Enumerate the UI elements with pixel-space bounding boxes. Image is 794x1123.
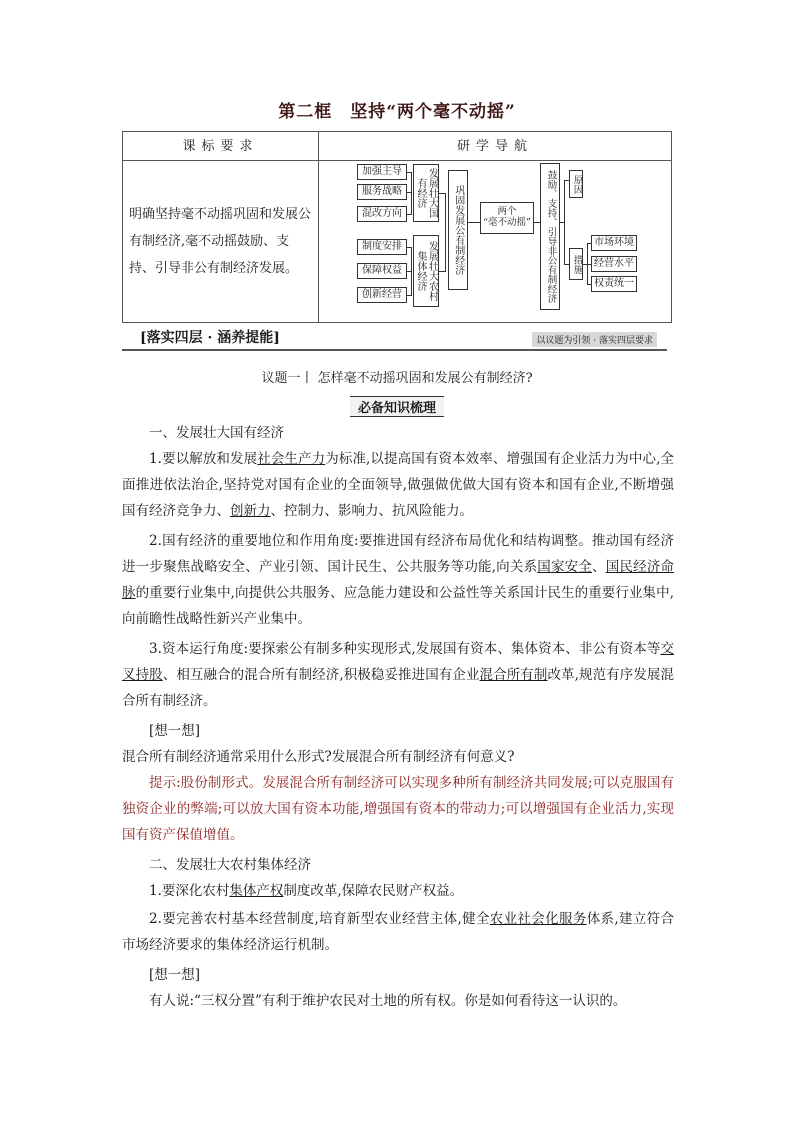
diagram-box-g1-label: 发展壮大国有经济 bbox=[413, 164, 439, 222]
diagram-box-g2-2: 保障权益 bbox=[357, 263, 407, 279]
section-subtitle: 以议题为引领 · 落实四层要求 bbox=[532, 332, 657, 347]
diagram-box-g2-3: 创新经营 bbox=[357, 287, 407, 303]
think-label-2: [想一想] bbox=[149, 967, 201, 983]
header-study-navigation: 研学导航 bbox=[319, 132, 671, 161]
hint-label: 提示: bbox=[149, 775, 181, 791]
heading-1: 一、发展壮大国有经济 bbox=[149, 425, 284, 441]
underline-socialized-service: 农业社会化服务 bbox=[489, 911, 587, 927]
diagram-box-g2-label: 发展壮大农村集体经济 bbox=[413, 235, 439, 307]
paragraph-3: 3.资本运行角度:要探索公有制多种实现形式,发展国有资本、集体资本、非公有资本等交叉持股、相互融合的混合所有制经济,积极稳妥推进国有企业混合所有制改革,规范有序发展混合所有制经济。 bbox=[122, 641, 675, 709]
knowledge-banner bbox=[0, 396, 794, 417]
paragraph-4: 1.要深化农村集体产权制度改革,保障农民财产权益。 bbox=[149, 883, 464, 899]
diagram-box-non-public-economy: 鼓励、支持、引导非公有制经济 bbox=[540, 163, 560, 310]
diagram-box-reason: 原因 bbox=[569, 170, 583, 198]
diagram-box-public-economy: 巩固发展公有制经济 bbox=[448, 170, 468, 290]
question-1: 混合所有制经济通常采用什么形式?发展混合所有制经济有何意义? bbox=[122, 749, 515, 765]
curriculum-requirements-text: 明确坚持毫不动摇巩固和发展公有制经济,毫不动摇鼓励、支持、引导非公有制经济发展。 bbox=[123, 161, 319, 322]
page-title bbox=[0, 97, 794, 122]
underline-mixed-ownership: 混合所有制 bbox=[479, 667, 548, 683]
center-line-1: 两个 bbox=[497, 206, 517, 218]
header-curriculum-requirements: 课标要求 bbox=[123, 132, 319, 161]
diagram-box-g1-3: 混改方向 bbox=[357, 206, 407, 222]
diagram-box-measure: 措施 bbox=[569, 248, 583, 280]
diagram-box-measure-1: 市场环境 bbox=[591, 235, 637, 251]
section-bar bbox=[122, 327, 667, 351]
underline-national-security: 国家安全 bbox=[537, 559, 593, 575]
underline-cross-holding: 交叉持股 bbox=[122, 641, 674, 683]
diagram-box-g1-1: 加强主导 bbox=[357, 164, 407, 180]
underline-collective-property: 集体产权 bbox=[229, 883, 284, 899]
paragraph-1: 1.要以解放和发展社会生产力为标准,以提高国有资本效率、增强国有企业活力为中心,全面推进依法治企,坚持党对国有企业的全面领导,做强做优做大国有资本和国有企业,不断增强国有经济竞争力、创新力、控制力、影响力、抗风险能力。 bbox=[122, 451, 674, 519]
hint-1 bbox=[122, 770, 674, 848]
center-line-2: “毫不动摇” bbox=[483, 217, 531, 228]
underline-productivity: 社会生产力 bbox=[257, 451, 326, 467]
diagram-box-g1-2: 服务战略 bbox=[357, 184, 407, 200]
diagram-box-measure-2: 经营水平 bbox=[591, 256, 637, 272]
title-part-2: 坚持“两个毫不动摇” bbox=[350, 102, 516, 122]
topic-heading: 议题一丨 怎样毫不动摇巩固和发展公有制经济? bbox=[261, 371, 533, 386]
title-part-1: 第二框 bbox=[278, 102, 333, 122]
hint-text: 股份制形式。发展混合所有制经济可以实现多种所有制经济共同发展;可以克服国有独资企业的弊端;可以放大国有资本功能,增强国有资本的带动力;可以增强国有企业活力,实现国有资产保值增值。 bbox=[122, 775, 674, 843]
paragraph-5: 2.要完善农村基本经营制度,培育新型农业经营主体,健全农业社会化服务体系,建立符合市场经济要求的集体经济运行机制。 bbox=[122, 911, 675, 953]
diagram-box-g2-1: 制度安排 bbox=[357, 239, 407, 255]
underline-innovation: 创新力 bbox=[230, 503, 271, 519]
diagram-box-two-unswerving bbox=[480, 202, 534, 234]
diagram-box-measure-3: 权责统一 bbox=[591, 276, 637, 292]
paragraph-2: 2.国有经济的重要地位和作用角度:要推进国有经济布局优化和结构调整。推动国有经济进一步聚焦战略安全、产业引领、国计民生、公共服务等功能,向关系国家安全、国民经济命脉的重要行业集中,向提供公共服务、应急能力建设和公益性等关系国计民生的重要行业集中,向前瞻性战略性新兴产业集中。 bbox=[122, 533, 675, 627]
underline-economic-lifeline: 国民经济命脉 bbox=[122, 559, 675, 601]
heading-2: 二、发展壮大农村集体经济 bbox=[149, 857, 311, 873]
overview-table bbox=[122, 131, 672, 323]
think-label-1: [想一想] bbox=[149, 723, 201, 739]
question-2: 有人说:“三权分置”有利于维护农民对土地的所有权。你是如何看待这一认识的。 bbox=[149, 993, 627, 1009]
section-title: [落实四层 · 涵养提能] bbox=[140, 330, 280, 346]
banner-label: 必备知识梳理 bbox=[350, 396, 444, 417]
